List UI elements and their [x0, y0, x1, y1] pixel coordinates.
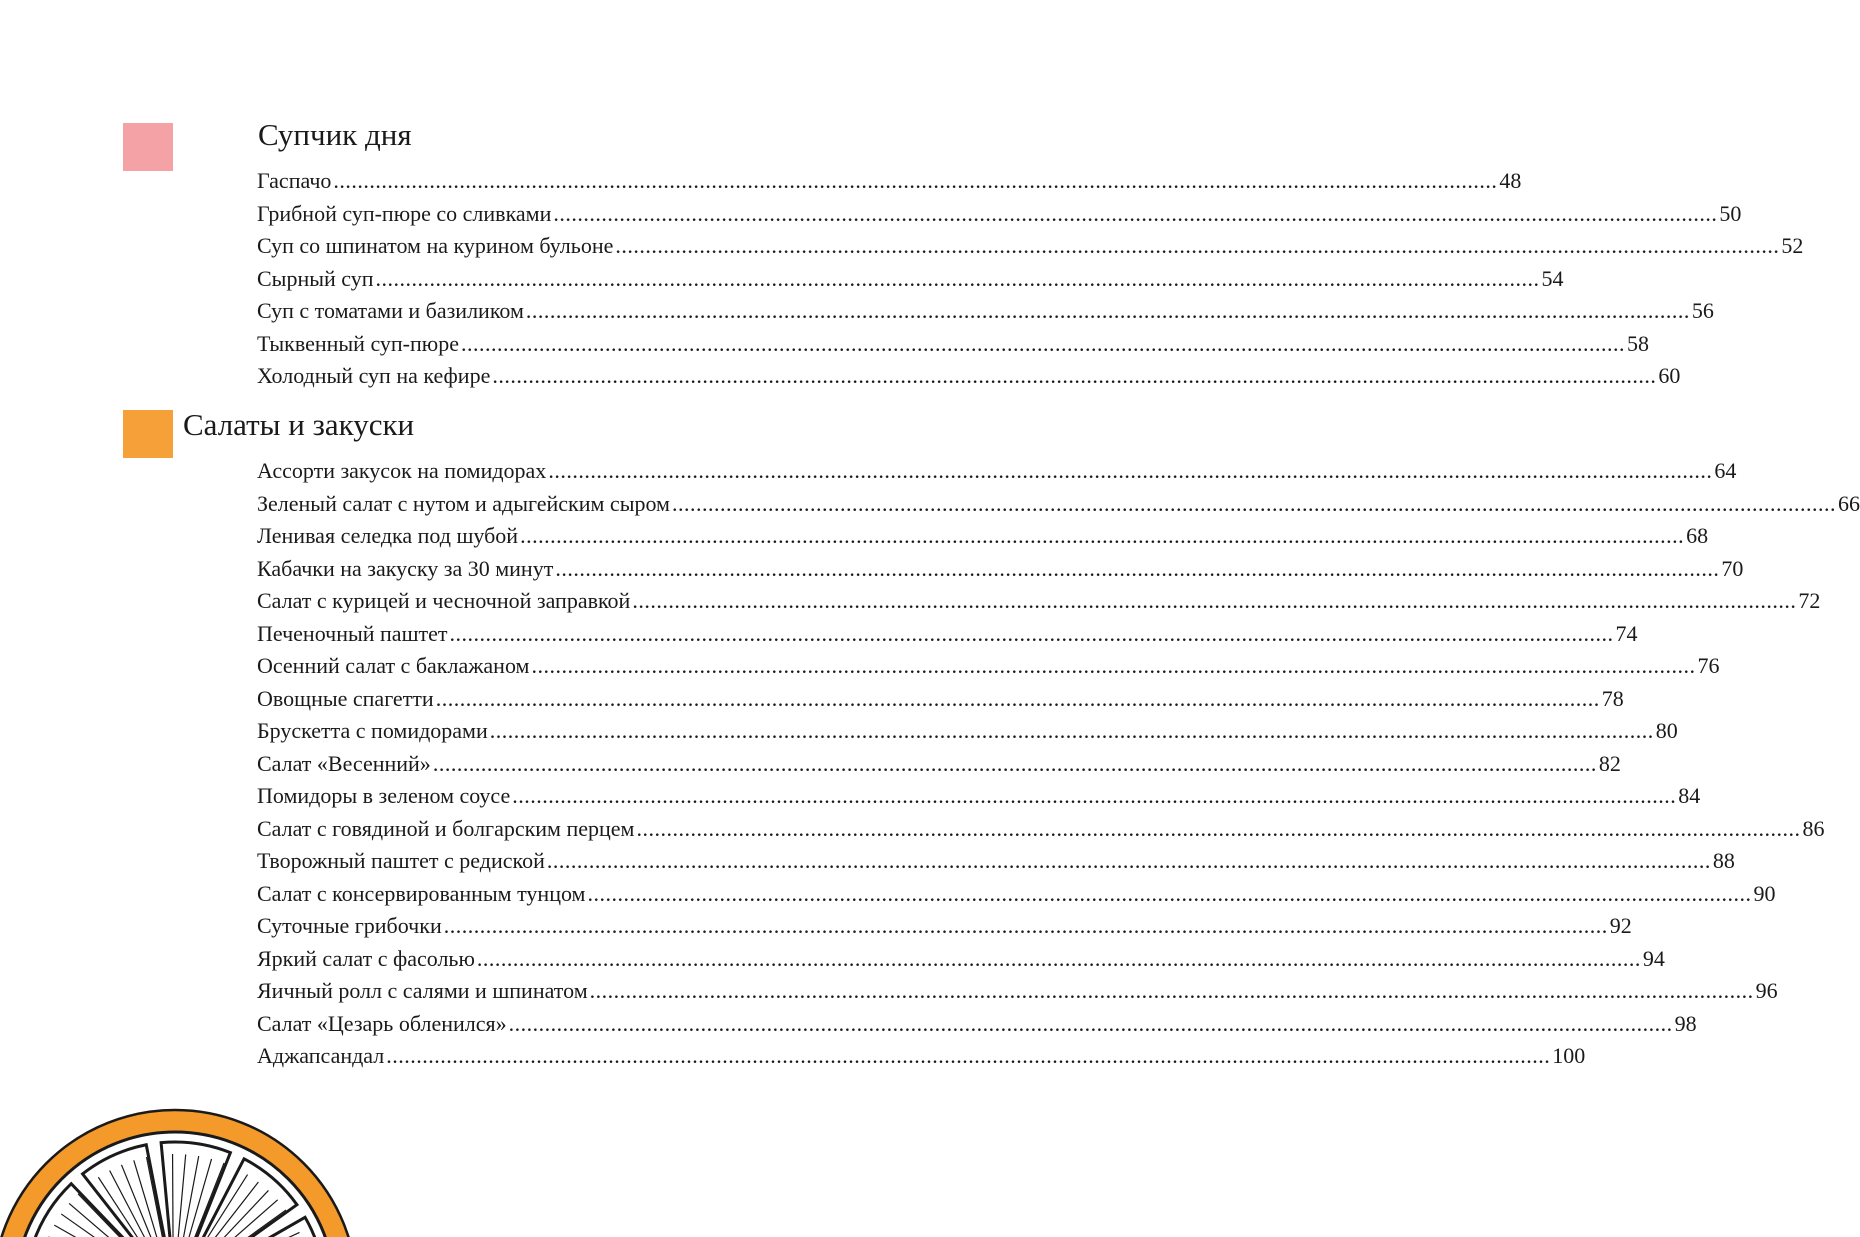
toc-entry-title: Яичный ролл с салями и шпинатом — [257, 978, 588, 1003]
orange-slice-illustration — [0, 1037, 320, 1237]
toc-page-number: 72 — [1798, 588, 1821, 613]
toc-page-number: 100 — [1552, 1043, 1586, 1068]
toc-entry-title: Ленивая селедка под шубой — [257, 523, 519, 548]
toc-entry — [257, 845, 1735, 878]
toc-page-number: 60 — [1658, 363, 1681, 388]
toc-page-number: 86 — [1802, 815, 1825, 841]
toc-dot-leader: .................................................................................................................................................................................................. — [435, 685, 1600, 711]
toc-dot-leader: .................................................................................................................................................................................................. — [492, 363, 1657, 388]
toc-entry-title: Салат «Весенний» — [257, 750, 431, 776]
toc-entry-title: Овощные спагетти — [257, 685, 434, 711]
toc-page-number: 98 — [1674, 1010, 1697, 1036]
toc-dot-leader: .................................................................................................................................................................................................. — [508, 1010, 1673, 1036]
toc-dot-leader: .................................................................................................................................................................................................. — [449, 620, 1614, 646]
toc-entry-title: Осенний салат с баклажаном — [257, 653, 530, 678]
toc-entry-title: Ассорти закусок на помидорах — [257, 458, 547, 483]
toc-entry — [257, 878, 1776, 911]
toc-entry — [257, 1008, 1697, 1041]
toc-entry-title: Творожный паштет с редиской — [257, 848, 545, 873]
toc-page-number: 52 — [1781, 233, 1804, 258]
toc-page-number: 90 — [1753, 880, 1776, 906]
toc-entry — [257, 165, 1522, 198]
toc-list-salads — [257, 455, 1860, 1073]
section-title-salads: Салаты и закуски — [183, 407, 415, 442]
toc-dot-leader: .................................................................................................................................................................................................. — [443, 913, 1608, 938]
toc-page-number: 54 — [1541, 265, 1564, 291]
toc-page-number: 56 — [1691, 298, 1714, 323]
toc-dot-leader: .................................................................................................................................................................................................. — [531, 653, 1696, 678]
toc-dot-leader: .................................................................................................................................................................................................. — [546, 848, 1711, 873]
toc-page-number: 58 — [1627, 330, 1649, 356]
toc-dot-leader: .................................................................................................................................................................................................. — [553, 200, 1718, 226]
toc-page-number: 68 — [1686, 523, 1709, 548]
toc-entry — [257, 455, 1737, 488]
toc-entry — [257, 683, 1624, 716]
toc-entry — [257, 295, 1714, 328]
toc-dot-leader: .................................................................................................................................................................................................. — [632, 588, 1797, 613]
toc-page-number: 74 — [1615, 620, 1638, 646]
toc-entry — [257, 813, 1825, 846]
toc-dot-leader: .................................................................................................................................................................................................. — [615, 233, 1780, 258]
toc-entry-title: Печеночный паштет — [257, 620, 448, 646]
toc-entry — [257, 488, 1860, 521]
toc-entry-title: Грибной суп-пюре со сливками — [257, 200, 552, 226]
toc-dot-leader: .................................................................................................................................................................................................. — [333, 168, 1498, 193]
toc-entry-title: Зеленый салат с нутом и адыгейским сыром — [257, 490, 670, 516]
toc-entry-title: Салат с консервированным тунцом — [257, 880, 586, 906]
toc-entry — [257, 748, 1621, 781]
toc-entry — [257, 1040, 1586, 1073]
toc-entry — [257, 230, 1804, 263]
toc-dot-leader: .................................................................................................................................................................................................. — [520, 523, 1685, 548]
toc-entry — [257, 520, 1709, 553]
toc-entry-title: Салат с говядиной и болгарским перцем — [257, 815, 635, 841]
toc-entry-title: Холодный суп на кефире — [257, 363, 491, 388]
toc-entry-title: Аджапсандал — [257, 1043, 385, 1068]
toc-entry — [257, 585, 1821, 618]
toc-dot-leader: .................................................................................................................................................................................................. — [636, 815, 1801, 841]
toc-page-number: 96 — [1755, 978, 1778, 1003]
toc-entry-title: Салат с курицей и чесночной заправкой — [257, 588, 631, 613]
section-marker-salads — [123, 410, 173, 458]
toc-page-number: 94 — [1642, 945, 1665, 971]
section-title-soup: Супчик дня — [258, 117, 412, 152]
toc-page-number: 78 — [1601, 685, 1624, 711]
toc-entry-title: Тыквенный суп-пюре — [257, 330, 459, 356]
toc-dot-leader: .................................................................................................................................................................................................. — [555, 555, 1720, 581]
toc-dot-leader: .................................................................................................................................................................................................. — [525, 298, 1690, 323]
toc-page-number: 50 — [1719, 200, 1742, 226]
toc-entry — [257, 553, 1744, 586]
toc-page-number: 64 — [1714, 458, 1737, 483]
toc-dot-leader: .................................................................................................................................................................................................. — [489, 718, 1654, 743]
toc-page-number: 84 — [1678, 783, 1701, 808]
toc-entry-title: Суп со шпинатом на курином бульоне — [257, 233, 614, 258]
toc-page-number: 82 — [1598, 750, 1621, 776]
toc-list-soup — [257, 165, 1804, 393]
toc-entry-title: Сырный суп — [257, 265, 374, 291]
toc-entry — [257, 975, 1778, 1008]
toc-entry — [257, 198, 1742, 231]
toc-entry — [257, 943, 1665, 976]
toc-dot-leader: .................................................................................................................................................................................................. — [548, 458, 1713, 483]
toc-entry-title: Кабачки на закуску за 30 минут — [257, 555, 554, 581]
section-marker-soup — [123, 123, 173, 171]
toc-page-number: 80 — [1655, 718, 1678, 743]
toc-entry-title: Салат «Цезарь обленился» — [257, 1010, 507, 1036]
orange-pulp-line — [173, 1154, 174, 1237]
toc-dot-leader: .................................................................................................................................................................................................. — [375, 265, 1540, 291]
toc-entry-title: Гаспачо — [257, 168, 332, 193]
toc-entry-title: Суточные грибочки — [257, 913, 442, 938]
toc-entry — [257, 328, 1649, 361]
toc-dot-leader: .................................................................................................................................................................................................. — [589, 978, 1754, 1003]
toc-entry-title: Суп с томатами и базиликом — [257, 298, 524, 323]
toc-page-number: 70 — [1721, 555, 1744, 581]
toc-entry-title: Яркий салат с фасолью — [257, 945, 475, 971]
toc-dot-leader: .................................................................................................................................................................................................. — [386, 1043, 1551, 1068]
toc-entry — [257, 650, 1720, 683]
toc-entry — [257, 910, 1632, 943]
toc-dot-leader: .................................................................................................................................................................................................. — [432, 750, 1597, 776]
toc-page-number: 92 — [1609, 913, 1632, 938]
toc-page-number: 48 — [1499, 168, 1522, 193]
toc-dot-leader: .................................................................................................................................................................................................. — [587, 880, 1752, 906]
toc-page-number: 66 — [1837, 490, 1860, 516]
toc-entry — [257, 780, 1701, 813]
toc-dot-leader: .................................................................................................................................................................................................. — [476, 945, 1641, 971]
toc-entry-title: Брускетта с помидорами — [257, 718, 488, 743]
toc-dot-leader: .................................................................................................................................................................................................. — [512, 783, 1677, 808]
toc-page-number: 76 — [1697, 653, 1720, 678]
toc-dot-leader: .................................................................................................................................................................................................. — [671, 490, 1836, 516]
toc-page-number: 88 — [1712, 848, 1735, 873]
toc-dot-leader: .................................................................................................................................................................................................. — [461, 330, 1625, 356]
toc-entry — [257, 618, 1638, 651]
toc-entry — [257, 360, 1681, 393]
toc-entry — [257, 263, 1564, 296]
toc-entry-title: Помидоры в зеленом соусе — [257, 783, 511, 808]
toc-entry — [257, 715, 1678, 748]
